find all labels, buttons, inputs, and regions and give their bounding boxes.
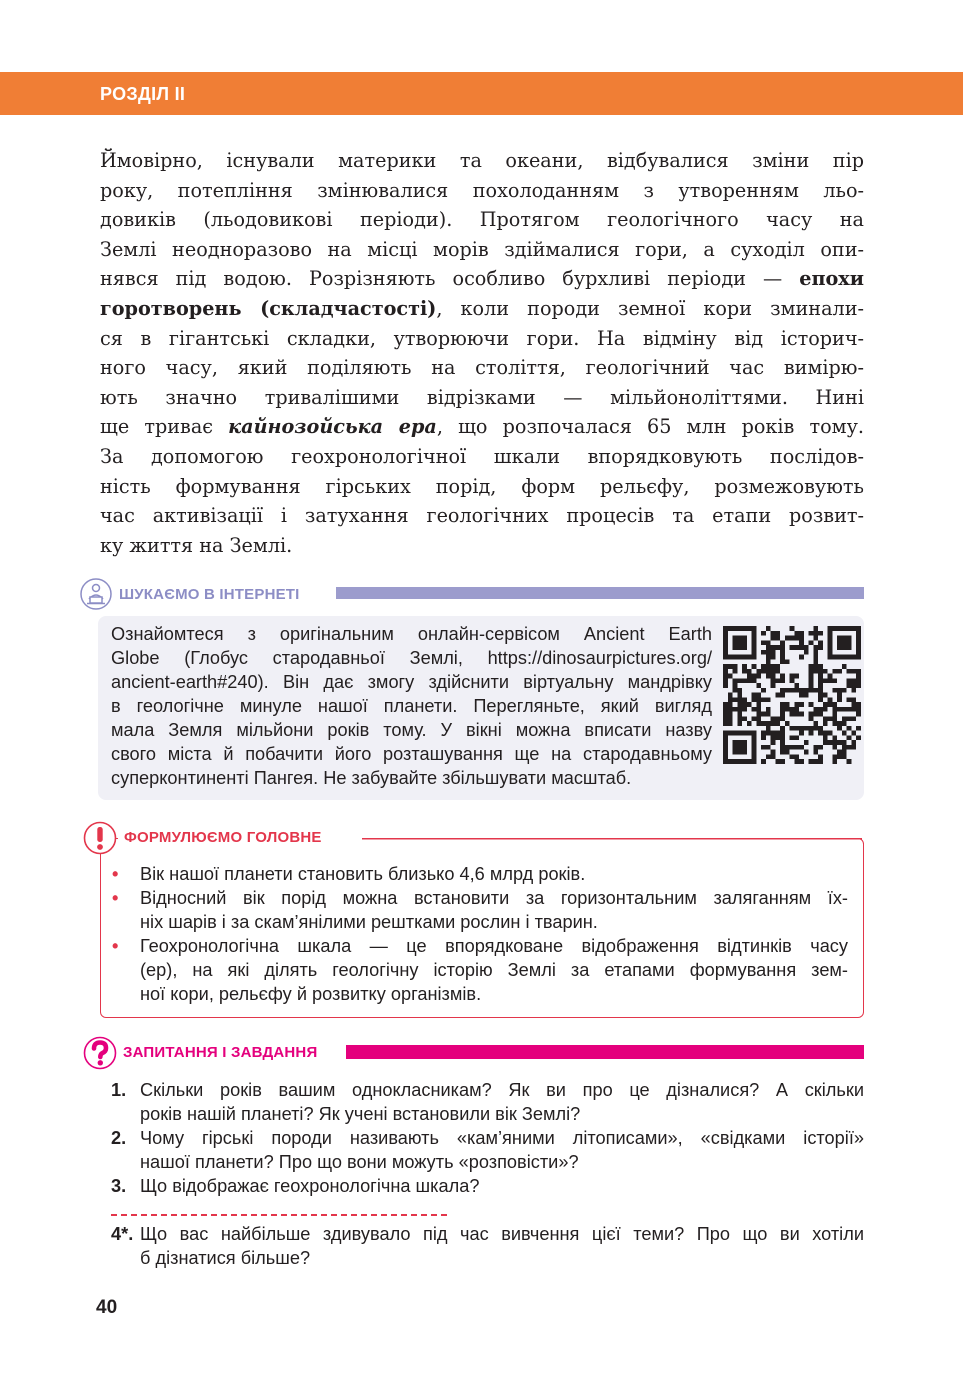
exclamation-icon xyxy=(83,821,117,855)
bullet: • xyxy=(112,864,119,884)
text-line: Що вас найбільше здивувало під час вивчення цієї теми? Про що ви хотіли xyxy=(140,1224,864,1244)
text-line: Скільки років вашим однокласникам? Як ви про це дізналися? А скільки xyxy=(140,1080,864,1100)
question-number: 2. xyxy=(111,1128,127,1148)
internet-section-title: ШУКАЄМО В ІНТЕРНЕТІ xyxy=(119,586,300,603)
text-line xyxy=(100,264,864,294)
text-line: свого міста й побачити його розташування ще на стародавньому xyxy=(111,744,712,764)
text-line: Геохронологічна шкала — це впорядковане відображення відтинків часу xyxy=(140,936,848,956)
text-line: року, потепління змінювалися похолоданням з утворенням льо- xyxy=(100,178,864,202)
text-line: Ознайомтеся з оригінальним онлайн-сервісом Ancient Earth xyxy=(111,624,712,644)
text-line: суперконтиненті Пангея. Не забувайте збільшувати масштаб. xyxy=(111,768,632,788)
questions-title-rule xyxy=(346,1045,864,1059)
list-item xyxy=(112,886,848,934)
text-line: ся в гігантські складки, утворюючи гори. На відміну від історич- xyxy=(100,326,864,350)
summary-title-rule xyxy=(362,838,862,840)
question-item xyxy=(111,1078,864,1126)
chapter-title: РОЗДІЛ II xyxy=(100,84,186,104)
question-number: 1. xyxy=(111,1080,127,1100)
bullet: • xyxy=(112,936,119,956)
text-line: ку життя на Землі. xyxy=(100,533,293,557)
question-item xyxy=(111,1222,864,1270)
text-run: , що розпочалася 65 млн років тому. xyxy=(436,415,864,439)
qr-code[interactable] xyxy=(723,626,861,764)
bullet: • xyxy=(112,888,119,908)
internet-title-rule xyxy=(336,587,864,599)
text-line: Вік нашої планети становить близько 4,6 млрд років. xyxy=(140,864,586,884)
questions-list-advanced xyxy=(111,1222,864,1270)
question-icon xyxy=(83,1036,117,1070)
text-line xyxy=(100,412,864,442)
text-line: Ймовірно, існували материки та океани, відбувалися зміни пір xyxy=(100,149,864,172)
main-paragraph xyxy=(100,146,864,560)
text-line: ного часу, який поділяють на століття, геологічний час вимірю- xyxy=(100,356,864,380)
text-line: мала Земля мільйони років тому. У вікні можна вписати назву xyxy=(111,720,712,740)
text-line: Що відображає геохронологічна шкала? xyxy=(140,1176,480,1196)
text-line: ніх шарів і за скам’янілими рештками рослин і тварин. xyxy=(140,912,598,932)
text-line: ancient-earth#240). Він дає змогу здійснити віртуальну мандрівку xyxy=(111,672,712,692)
text-line: ної кори, рельєфу й розвитку організмів. xyxy=(140,984,482,1004)
text-line: (ер), на які ділять геологічну історію Землі за етапами формування зем- xyxy=(140,960,848,980)
question-number: 4*. xyxy=(111,1224,134,1244)
text-line: ність формування гірських порід, форм рельєфу, розмежовують xyxy=(100,474,864,498)
term-orogeny: горотворень (складчастості) xyxy=(100,296,437,320)
text-line: Землі неодноразово на місці морів здіймалися гори, а суходіл опи- xyxy=(100,237,864,261)
text-line: ють значно тривалішими відрізками — мільйоноліттями. Нині xyxy=(100,385,864,409)
text-line: б дізнатися більше? xyxy=(140,1248,311,1268)
text-line: років нашій планеті? Як учені встановили вік Землі? xyxy=(140,1104,581,1124)
questions-list xyxy=(111,1078,864,1198)
questions-section-title: ЗАПИТАННЯ І ЗАВДАННЯ xyxy=(123,1044,318,1061)
text-line: Чому гірські породи називають «кам’яними літописами», «свідками історії» xyxy=(140,1128,864,1148)
question-item xyxy=(111,1174,864,1198)
text-line xyxy=(100,294,864,324)
text-line: Globe (Глобус стародавньої Землі, https://dinosaurpictures.org/ xyxy=(111,648,712,668)
person-laptop-icon xyxy=(80,578,112,610)
text-run: ще триває xyxy=(100,415,229,439)
term-cenozoic: кайнозойська ера xyxy=(228,415,437,439)
text-line: час активізації і затухання геологічних процесів та етапи розвит- xyxy=(100,504,864,528)
text-run: , коли породи земної кори зминали- xyxy=(436,296,864,320)
question-number: 3. xyxy=(111,1176,127,1196)
text-run: нявся під водою. Розрізняють особливо бурхливі періоди — xyxy=(100,267,783,291)
text-line: Відносний вік порід можна встановити за горизонтальним заляганням їх- xyxy=(140,888,848,908)
question-item xyxy=(111,1126,864,1174)
page-number: 40 xyxy=(96,1297,118,1318)
term-epochs: епохи xyxy=(799,267,864,291)
text-line: в геологічне минуле нашої планети. Перегляньте, який вигляд xyxy=(111,696,712,716)
text-line: довиків (льодовикові періоди). Протягом геологічного часу на xyxy=(100,208,864,232)
summary-section-title: ФОРМУЛЮЄМО ГОЛОВНЕ xyxy=(124,829,322,846)
text-line: За допомогою геохронологічної шкали впорядковують послідов- xyxy=(100,444,864,468)
text-line: нашої планети? Про що вони можуть «розповісти»? xyxy=(140,1152,579,1172)
internet-text xyxy=(111,622,712,790)
list-item xyxy=(112,862,848,886)
summary-list xyxy=(112,862,848,1006)
list-item xyxy=(112,934,848,1006)
dashed-separator xyxy=(111,1214,447,1216)
